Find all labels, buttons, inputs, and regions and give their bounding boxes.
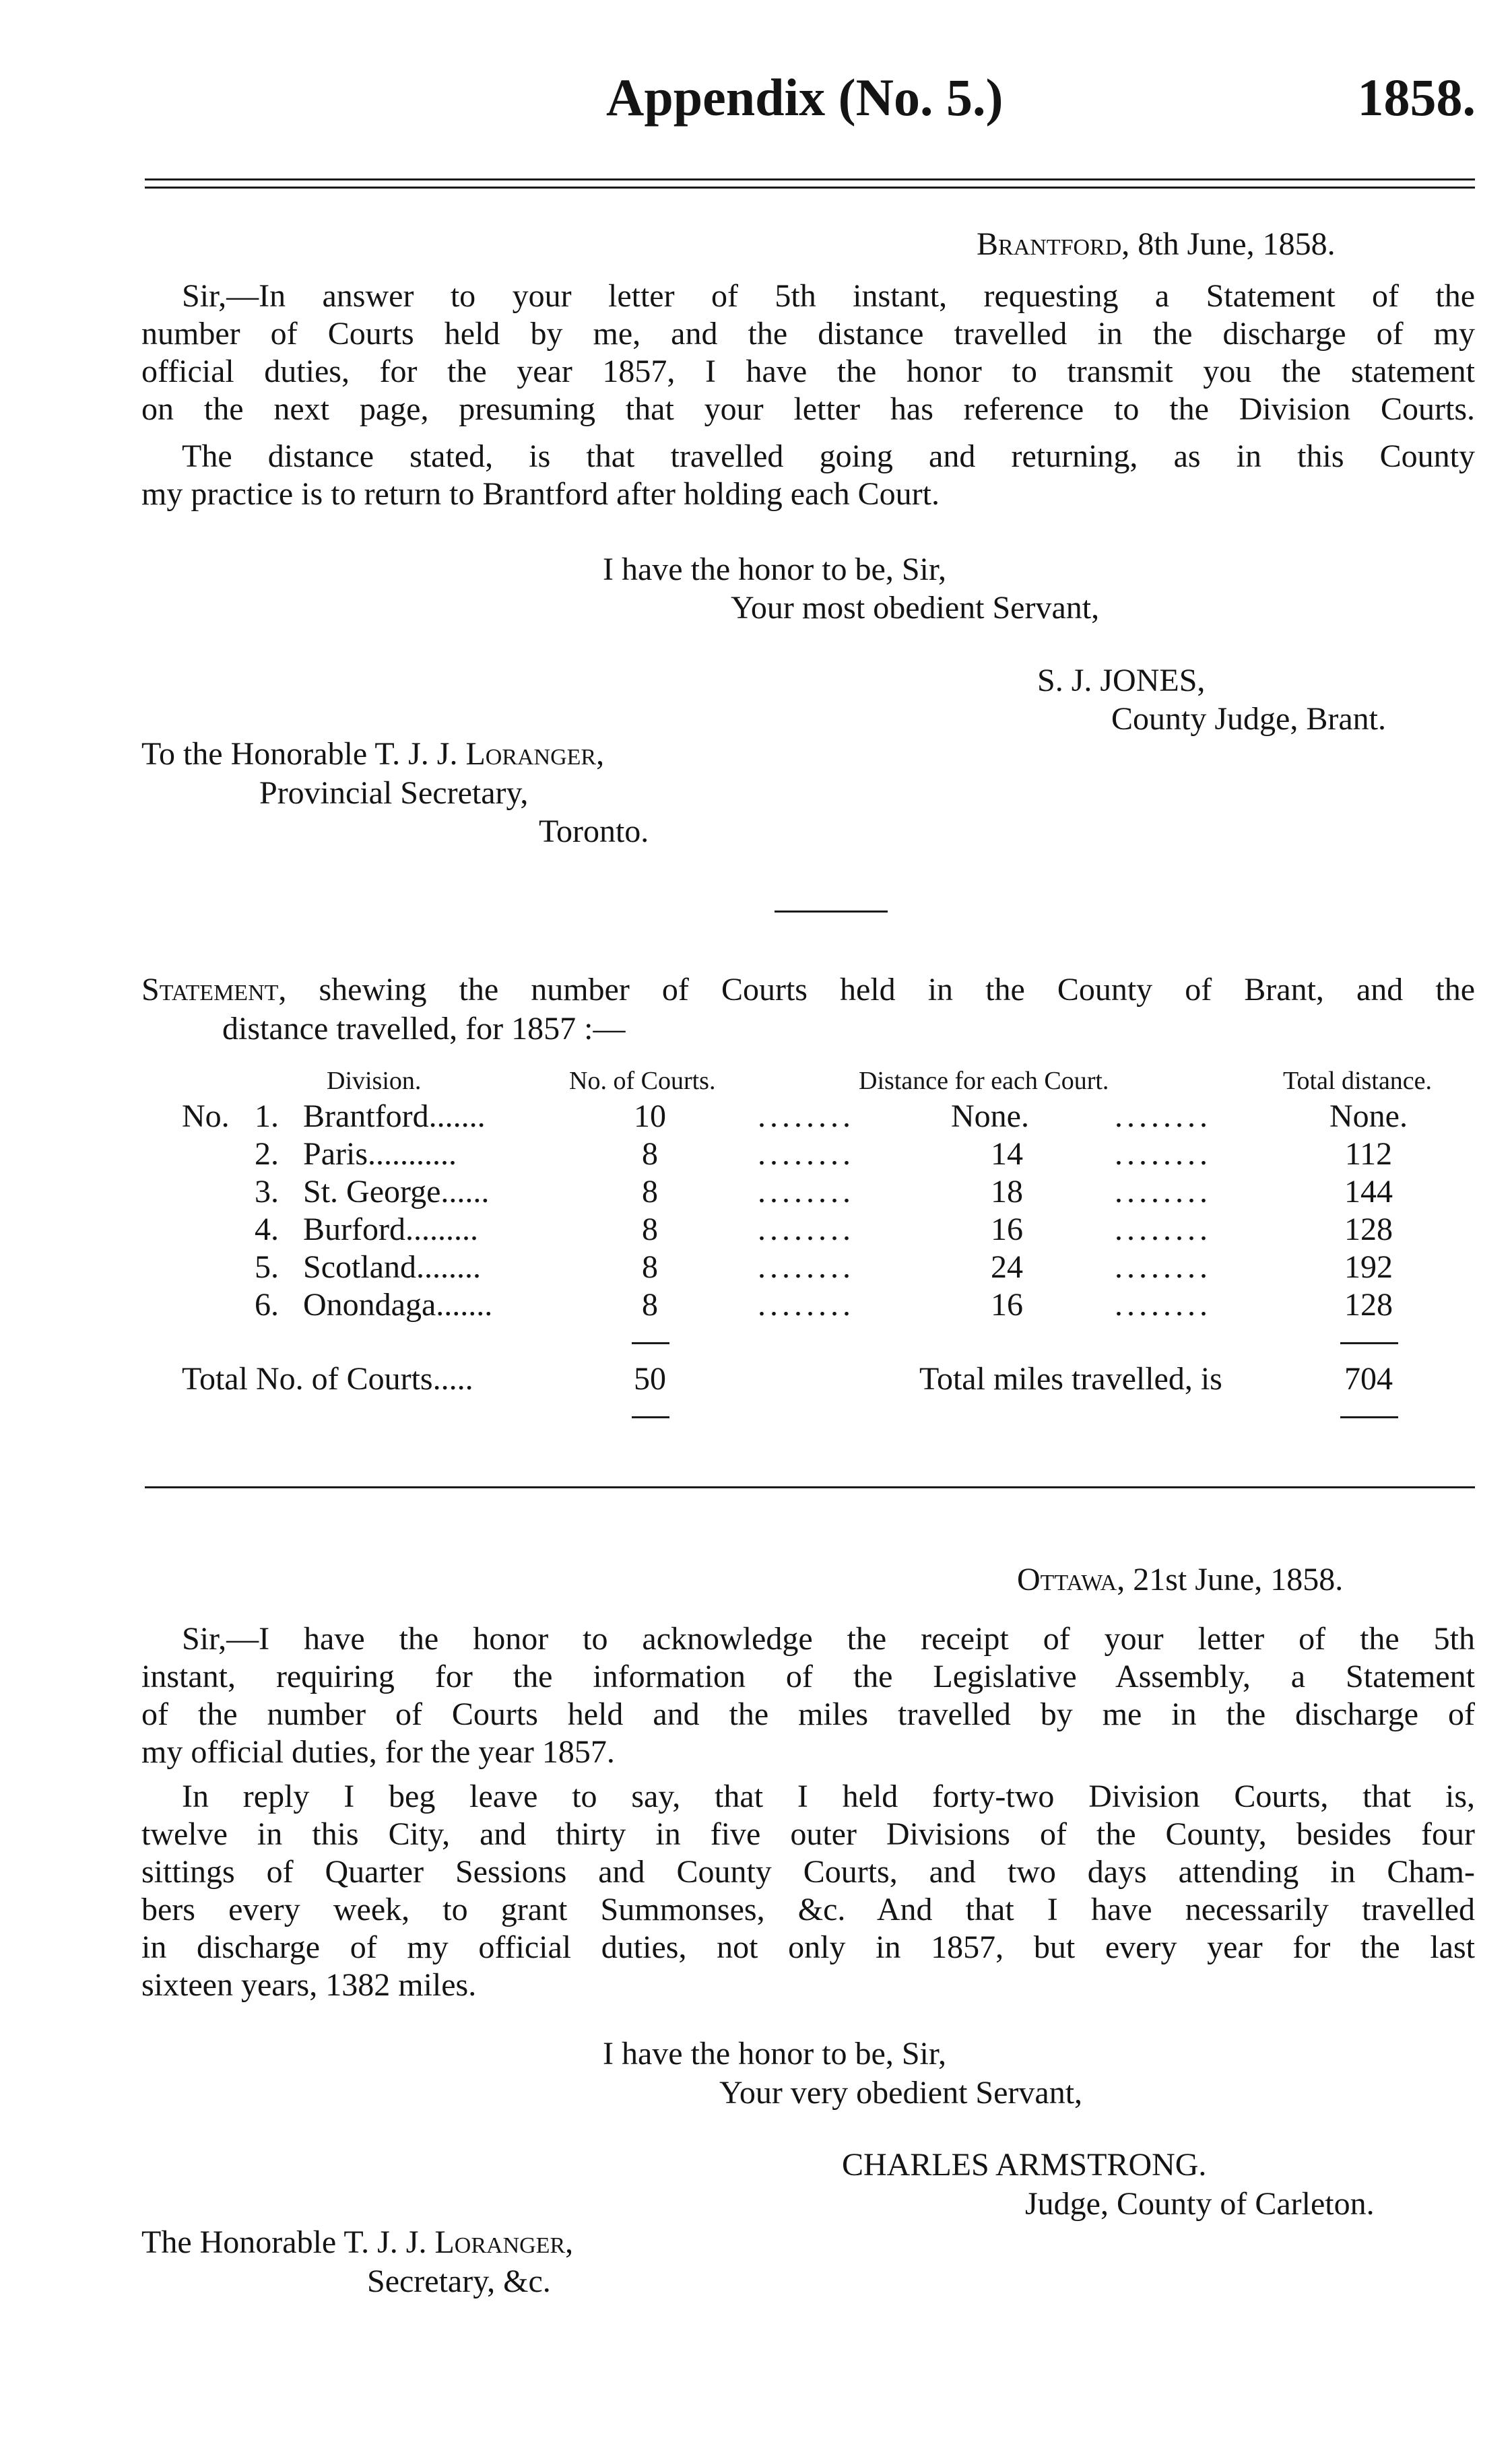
total-courts-value: 50 (634, 1361, 666, 1397)
letter2-body2-line-5: in discharge of my official duties, not only in 1857, but every year for the last (141, 1929, 1475, 1965)
page-title: Appendix (No. 5.) (606, 68, 1004, 127)
row-1-courts: 10 (634, 1098, 666, 1134)
total-sum-rule-top (1340, 1342, 1398, 1344)
col-header-distance: Distance for each Court. (859, 1067, 1109, 1095)
letter2-addressee-line-1 (141, 2224, 573, 2261)
col-header-total: Total distance. (1283, 1067, 1433, 1095)
row-6-dots-b: ........ (1115, 1287, 1212, 1323)
letter2-addressee-name: Loranger (434, 2224, 566, 2260)
total-courts-label: Total No. of Courts..... (182, 1361, 473, 1397)
row-no-prefix: No. (182, 1098, 230, 1134)
total-miles-label: Total miles travelled, is (919, 1361, 1222, 1397)
row-1-name (303, 1098, 486, 1135)
statement-intro-line-1 (141, 971, 1475, 1009)
section-divider-full (145, 1486, 1475, 1488)
letter2-closing-2: Your very obedient Servant, (719, 2075, 1083, 2111)
row-3-dots-b: ........ (1115, 1174, 1212, 1210)
letter2-body-line-4: my official duties, for the year 1857. (141, 1734, 615, 1770)
letter1-signer-title: County Judge, Brant. (1111, 701, 1386, 737)
letter1-date: , 8th June, 1858. (1121, 226, 1336, 262)
letter1-dateline (977, 226, 1336, 263)
page-year: 1858. (1357, 68, 1476, 127)
row-4-leader: ......... (405, 1212, 478, 1247)
letter2-place: Ottawa (1017, 1562, 1117, 1597)
row-5-num: 5. (255, 1249, 279, 1285)
letter1-signer-name: S. J. JONES, (1037, 663, 1206, 698)
row-4-dots-a: ........ (758, 1212, 855, 1247)
statement-label: Statement (141, 972, 279, 1007)
courts-sum-rule-bottom (632, 1416, 669, 1418)
total-sum-rule-bottom (1340, 1416, 1398, 1418)
row-4-name-text: Burford (303, 1212, 405, 1247)
row-1-dots-a: ........ (758, 1098, 855, 1134)
row-2-total: 112 (1344, 1136, 1393, 1172)
row-4-name (303, 1211, 478, 1248)
letter2-body-line-2: instant, requiring for the information of the Legislative Assembly, a Statement (141, 1659, 1475, 1694)
letter2-body2-line-2: twelve in this City, and thirty in five outer Divisions of the County, besides four (141, 1816, 1475, 1852)
row-6-name (303, 1286, 492, 1323)
section-divider-short (775, 911, 888, 913)
letter1-body-line-1: Sir,—In answer to your letter of 5th instant, requesting a Statement of the (182, 278, 1475, 314)
row-2-name (303, 1135, 457, 1172)
letter1-addressee-prefix: To the Honorable T. J. J. (141, 736, 466, 772)
header-rule-bottom (145, 187, 1475, 189)
row-2-dots-a: ........ (758, 1136, 855, 1172)
letter1-body-line-4: on the next page, presuming that your letter has reference to the Division Courts. (141, 391, 1475, 427)
letter2-body2-line-6: sixteen years, 1382 miles. (141, 1967, 477, 2003)
letter1-addressee-suffix: , (596, 736, 605, 772)
letter2-addressee-line-2: Secretary, &c. (367, 2263, 551, 2299)
letter2-body-line-1: Sir,—I have the honor to acknowledge the receipt of your letter of the 5th (182, 1621, 1475, 1657)
row-5-name (303, 1249, 481, 1286)
row-5-dots-a: ........ (758, 1249, 855, 1285)
row-1-dots-b: ........ (1115, 1098, 1212, 1134)
letter1-closing-1: I have the honor to be, Sir, (603, 552, 946, 587)
letter2-body2-line-1: In reply I beg leave to say, that I held forty-two Division Courts, that is, (182, 1779, 1475, 1814)
row-3-dots-a: ........ (758, 1174, 855, 1210)
courts-sum-rule-top (632, 1342, 669, 1344)
statement-intro-rest: , shewing the number of Courts held in the County of Brant, and the (278, 972, 1475, 1007)
row-6-total: 128 (1344, 1287, 1393, 1323)
row-2-courts: 8 (642, 1136, 658, 1172)
row-6-distance: 16 (991, 1287, 1023, 1323)
row-2-num: 2. (255, 1136, 279, 1172)
row-4-distance: 16 (991, 1212, 1023, 1247)
row-5-leader: ........ (416, 1249, 481, 1285)
row-2-distance: 14 (991, 1136, 1023, 1172)
row-6-name-text: Onondaga (303, 1287, 436, 1323)
row-4-total: 128 (1344, 1212, 1393, 1247)
row-5-courts: 8 (642, 1249, 658, 1285)
letter2-date: , 21st June, 1858. (1117, 1562, 1344, 1597)
row-6-courts: 8 (642, 1287, 658, 1323)
letter1-addressee-line-2: Provincial Secretary, (259, 775, 529, 811)
letter2-signer-name: CHARLES ARMSTRONG. (842, 2147, 1207, 2183)
row-1-leader: ....... (428, 1098, 486, 1134)
row-6-dots-a: ........ (758, 1287, 855, 1323)
row-5-total: 192 (1344, 1249, 1393, 1285)
row-2-name-text: Paris (303, 1136, 368, 1172)
letter1-closing-2: Your most obedient Servant, (731, 590, 1100, 626)
statement-intro-line-2: distance travelled, for 1857 :— (222, 1011, 626, 1047)
letter2-addressee-prefix: The Honorable T. J. J. (141, 2224, 435, 2260)
header-rule-top (145, 178, 1475, 180)
letter2-body2-line-4: bers every week, to grant Summonses, &c. And that I have necessarily travelled (141, 1892, 1475, 1927)
letter1-body2-line-1: The distance stated, is that travelled going and returning, as in this County (182, 438, 1475, 474)
letter2-addressee-suffix: , (565, 2224, 574, 2260)
letter2-signer-title: Judge, County of Carleton. (1025, 2186, 1375, 2222)
row-4-courts: 8 (642, 1212, 658, 1247)
letter2-dateline (1017, 1561, 1343, 1598)
row-1-name-text: Brantford (303, 1098, 429, 1134)
row-1-num: 1. (255, 1098, 279, 1134)
row-4-dots-b: ........ (1115, 1212, 1212, 1247)
row-2-dots-b: ........ (1115, 1136, 1212, 1172)
letter1-addressee-name: Loranger (465, 736, 597, 772)
col-header-division: Division. (327, 1067, 422, 1095)
total-miles-value: 704 (1344, 1361, 1393, 1397)
col-header-courts: No. of Courts. (569, 1067, 716, 1095)
letter2-body2-line-3: sittings of Quarter Sessions and County Courts, and two days attending in Cham- (141, 1854, 1475, 1890)
row-3-num: 3. (255, 1174, 279, 1210)
letter1-addressee-line-1 (141, 735, 604, 772)
row-2-leader: ........... (368, 1136, 457, 1172)
row-5-distance: 24 (991, 1249, 1023, 1285)
row-3-total: 144 (1344, 1174, 1393, 1210)
letter2-body-line-3: of the number of Courts held and the miles travelled by me in the discharge of (141, 1696, 1475, 1732)
row-5-dots-b: ........ (1115, 1249, 1212, 1285)
letter1-body-line-3: official duties, for the year 1857, I have the honor to transmit you the statement (141, 354, 1475, 389)
letter1-body-line-2: number of Courts held by me, and the distance travelled in the discharge of my (141, 316, 1475, 352)
row-3-distance: 18 (991, 1174, 1023, 1210)
row-4-num: 4. (255, 1212, 279, 1247)
row-6-num: 6. (255, 1287, 279, 1323)
row-3-leader: ...... (440, 1174, 490, 1210)
row-3-name (303, 1173, 489, 1210)
letter1-place: Brantford (977, 226, 1122, 262)
row-6-leader: ....... (436, 1287, 493, 1323)
row-1-distance: None. (951, 1098, 1029, 1134)
row-5-name-text: Scotland (303, 1249, 416, 1285)
letter1-body2-line-2: my practice is to return to Brantford after holding each Court. (141, 476, 940, 512)
letter1-addressee-line-3: Toronto. (539, 814, 649, 849)
row-3-courts: 8 (642, 1174, 658, 1210)
row-3-name-text: St. George (303, 1174, 441, 1210)
row-1-total: None. (1329, 1098, 1408, 1134)
letter2-closing-1: I have the honor to be, Sir, (603, 2036, 946, 2072)
